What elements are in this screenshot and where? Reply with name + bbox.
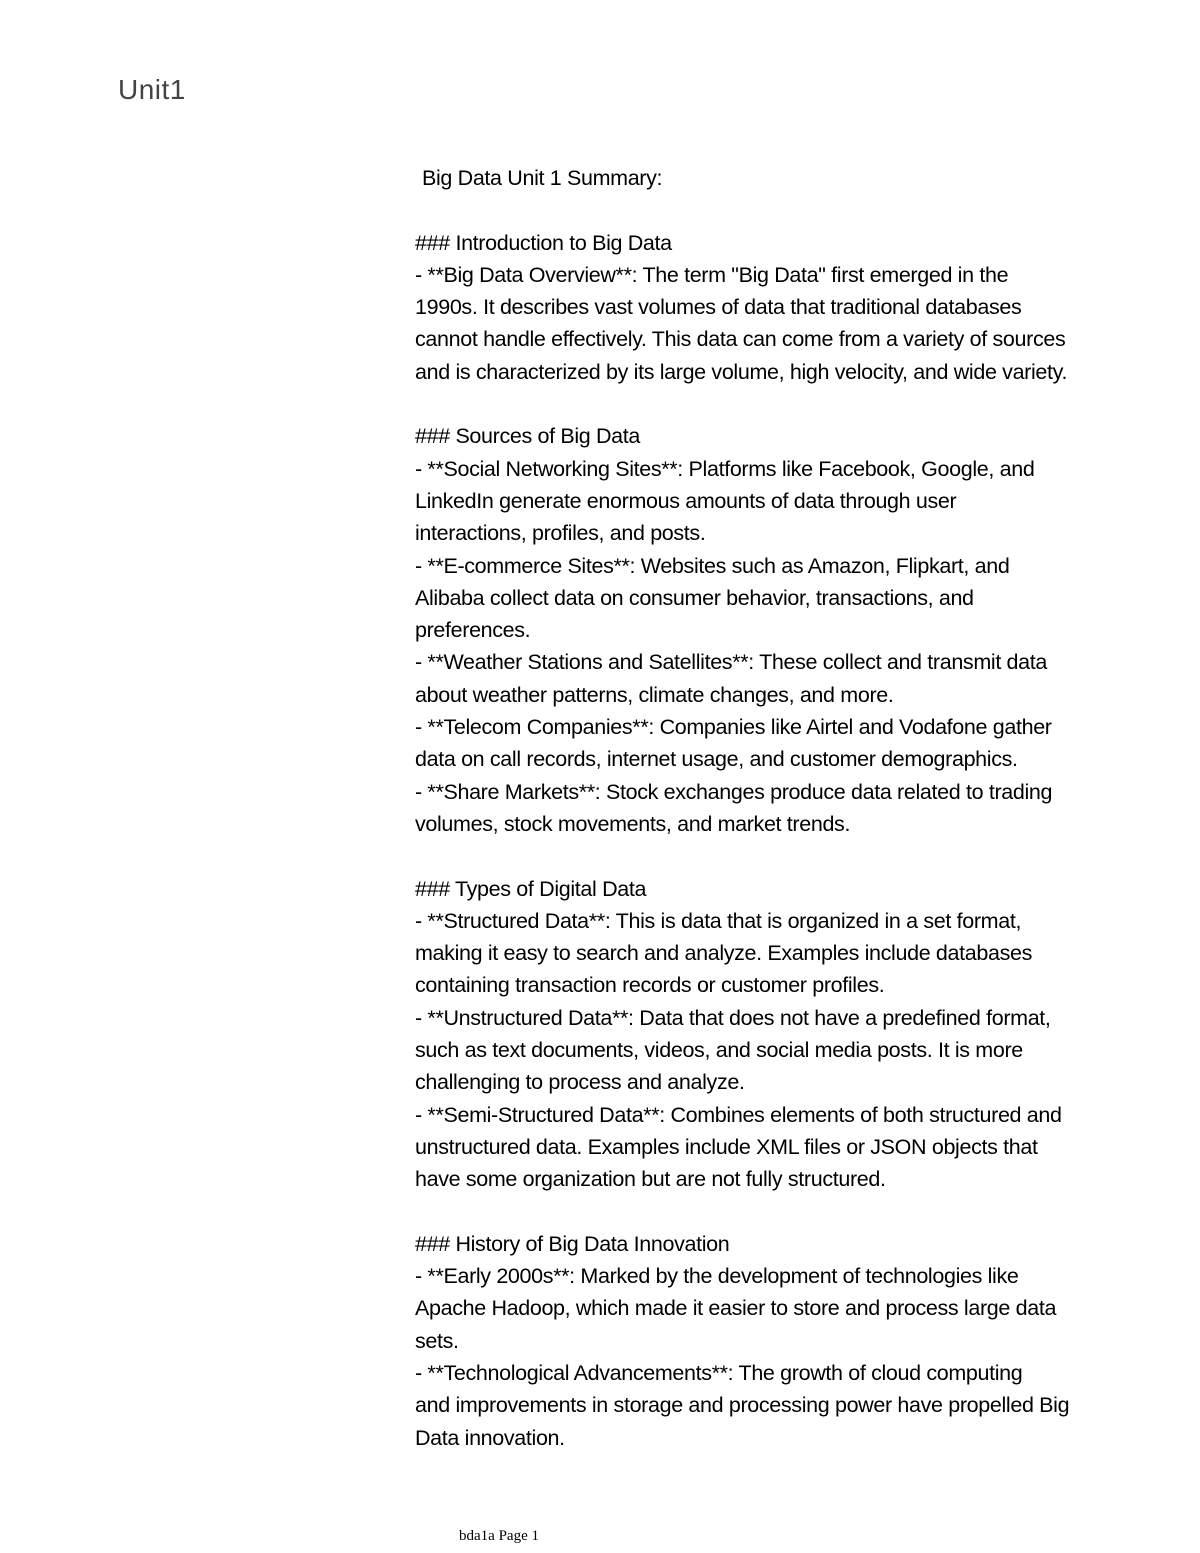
text-line: - **Early 2000s**: Marked by the development of technologies like [415,1264,1019,1289]
page-title: Unit1 [118,74,186,105]
summary-title: Big Data Unit 1 Summary: [422,166,663,190]
text-line: making it easy to search and analyze. Examples include databases [415,941,1032,966]
text-line: cannot handle effectively. This data can come from a variety of sources [415,327,1066,352]
text-line: Alibaba collect data on consumer behavior, transactions, and [415,585,974,610]
text-line: - **Technological Advancements**: The growth of cloud computing [415,1360,1023,1385]
page-footer: bda1a Page 1 [459,1528,539,1544]
text-line: data on call records, internet usage, and customer demographics. [415,747,1018,772]
text-line: - **Share Markets**: Stock exchanges produce data related to trading [415,779,1053,804]
blank-line [415,1196,1195,1228]
text-line: about weather patterns, climate changes, and more. [415,682,894,707]
text-line: and improvements in storage and processing power have propelled Big [415,1393,1070,1418]
text-line: - **Telecom Companies**: Companies like Airtel and Vodafone gather [415,715,1052,740]
text-line: - **Social Networking Sites**: Platforms like Facebook, Google, and [415,456,1035,481]
text-line: interactions, profiles, and posts. [415,521,706,546]
text-line: have some organization but are not fully structured. [415,1167,886,1192]
text-line: 1990s. It describes vast volumes of data that traditional databases [415,295,1022,320]
text-line: - **Weather Stations and Satellites**: These collect and transmit data [415,650,1048,675]
text-line: challenging to process and analyze. [415,1070,745,1095]
text-line: and is characterized by its large volume, high velocity, and wide variety. [415,359,1068,384]
text-line: - **Unstructured Data**: Data that does not have a predefined format, [415,1005,1051,1030]
document-body [415,162,1195,1454]
text-line: - **Semi-Structured Data**: Combines elements of both structured and [415,1102,1062,1127]
blank-line [415,388,1195,420]
section-heading-history: ### History of Big Data Innovation [415,1231,730,1256]
text-line: volumes, stock movements, and market trends. [415,811,851,836]
section-heading-introduction: ### Introduction to Big Data [415,230,672,255]
section-heading-sources: ### Sources of Big Data [415,424,641,449]
text-line: sets. [415,1328,459,1353]
text-line: containing transaction records or customer profiles. [415,973,885,998]
text-line: unstructured data. Examples include XML files or JSON objects that [415,1134,1038,1159]
text-line: LinkedIn generate enormous amounts of data through user [415,488,957,513]
text-line: such as text documents, videos, and social media posts. It is more [415,1038,1023,1063]
blank-line [415,840,1195,872]
blank-line [415,194,1195,226]
text-line: - **E-commerce Sites**: Websites such as Amazon, Flipkart, and [415,553,1010,578]
text-line: Apache Hadoop, which made it easier to store and process large data [415,1296,1057,1321]
text-line: - **Structured Data**: This is data that is organized in a set format, [415,908,1022,933]
text-line: preferences. [415,618,531,643]
text-line: Data innovation. [415,1425,565,1450]
text-line: - **Big Data Overview**: The term "Big Data" first emerged in the [415,262,1009,287]
section-heading-types: ### Types of Digital Data [415,876,647,901]
